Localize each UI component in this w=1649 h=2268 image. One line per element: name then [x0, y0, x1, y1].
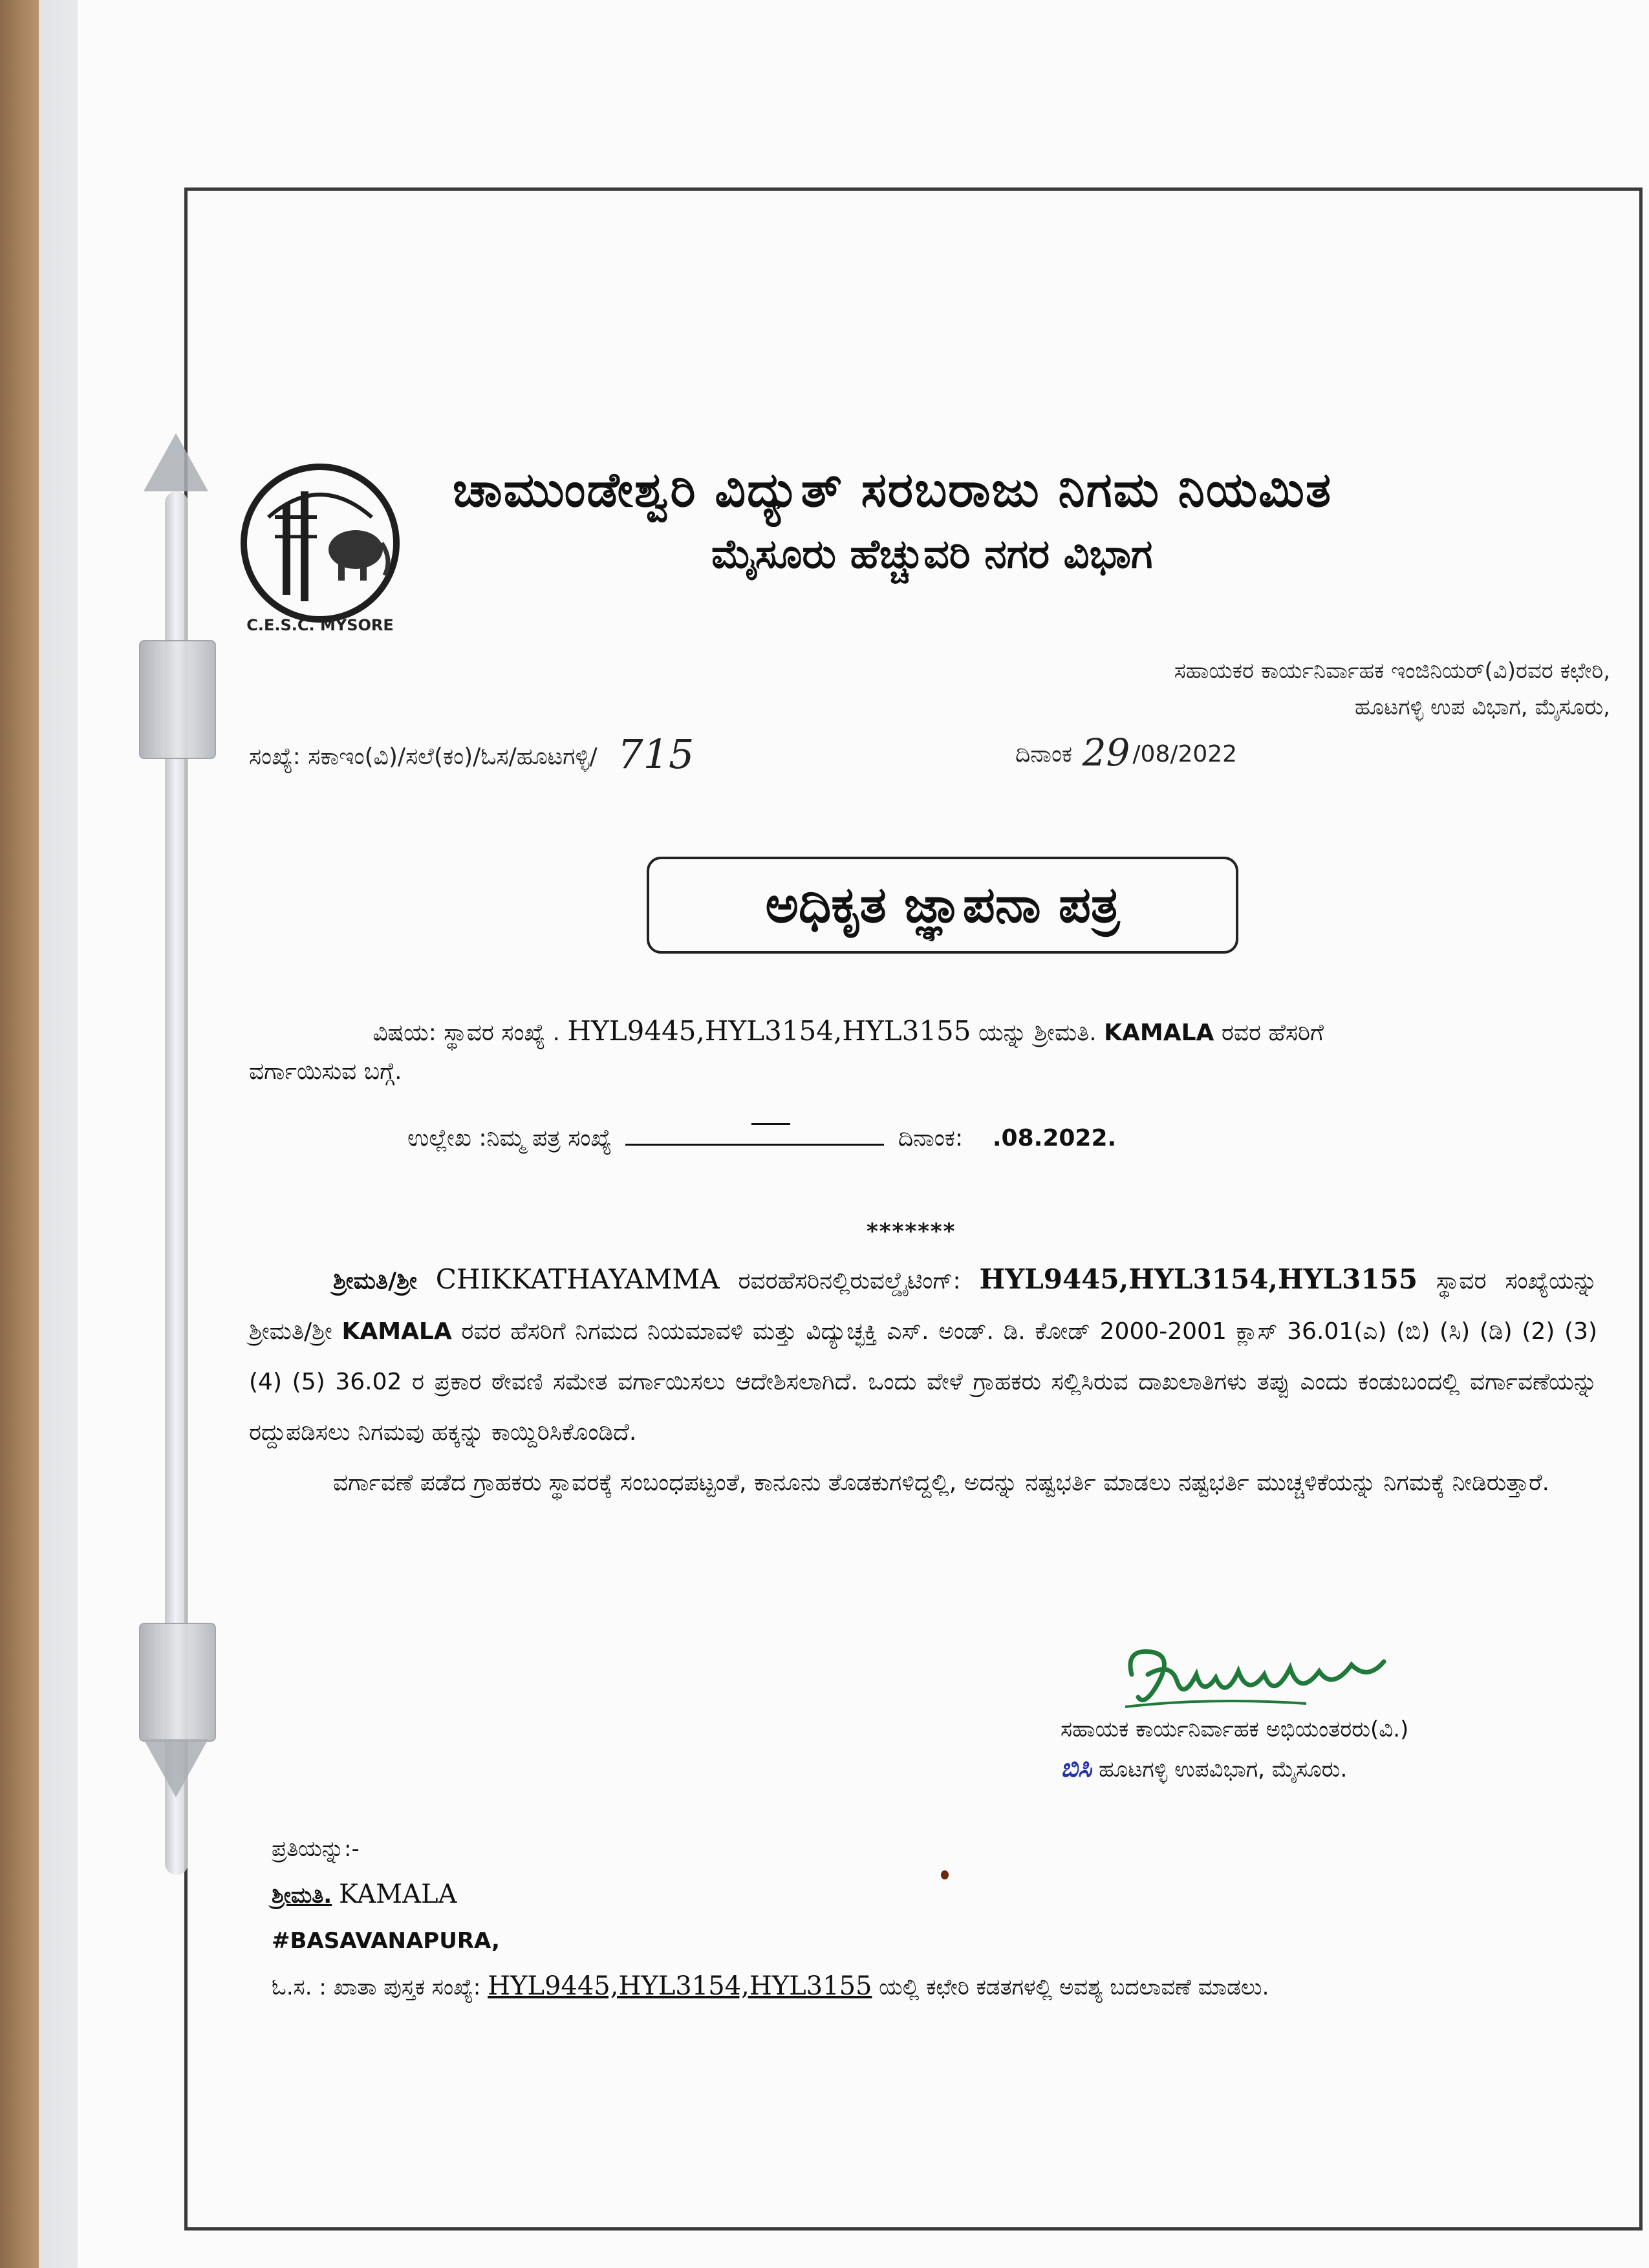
- body-old-name: CHIKKATHAYAMMA: [435, 1263, 720, 1295]
- reference-label: ಉಲ್ಲೇಖ :ನಿಮ್ಮ ಪತ್ರ ಸಂಖ್ಯೆ: [407, 1125, 612, 1151]
- body-paragraph-2: [249, 1458, 1597, 1508]
- subject-text-1: ಸ್ಥಾವರ ಸಂಖ್ಯೆ .: [444, 1020, 560, 1046]
- subject-new-name: KAMALA: [1104, 1020, 1214, 1046]
- body-paragraph-1: [249, 1254, 1597, 1458]
- copy-label: ಪ್ರತಿಯನ್ನು:-: [272, 1836, 360, 1862]
- office-address: [951, 653, 1610, 725]
- reference-number: [249, 731, 694, 778]
- ref-handwritten-number: 715: [618, 731, 695, 778]
- office-line-2: ಹೂಟಗಳ್ಳಿ ಉಪ ವಿಭಾಗ, ಮೈಸೂರು,: [1354, 694, 1610, 720]
- reference-date-label: ದಿನಾಂಕ:: [898, 1125, 964, 1151]
- binder-top-tip: [144, 433, 208, 491]
- body-salutation: ಶ್ರೀಮತಿ/ಶ್ರೀ: [333, 1268, 417, 1294]
- subject-installations: HYL9445,HYL3154,HYL3155: [567, 1015, 971, 1047]
- subject-text-3: ರವರ ಹೆಸರಿಗೆ: [1221, 1020, 1324, 1046]
- signatory-title: ಸಹಾಯಕ ಕಾರ್ಯನಿರ್ವಾಹಕ ಅಭಿಯಂತರರು(ವಿ.): [1061, 1717, 1409, 1742]
- body-text-d: ರವರ ಹೆಸರಿಗೆ ನಿಗಮದ ನಿಯಮಾವಳಿ ಮತ್ತು ವಿದ್ಯುಚ್ಛಕ್ತಿ ಎಸ್. ಅಂಡ್. ಡಿ. ಕೋಡ್ 2000-2001 ಕ್ಲಾಸ್ 36.01(ಎ) (ಬಿ) (ಸಿ) (ಡಿ) (2) (3) (4) (5) 36.02 ರ ಪ್ರಕಾರ ಠೇವಣಿ ಸಮೇತ ವರ್ಗಾಯಿಸಲು ಆದೇಶಿಸಲಾಗಿದೆ. ಒಂದು ವೇಳೆ ಗ್ರಾಹಕರು ಸಲ್ಲಿಸಿರುವ ದಾಖಲಾತಿಗಳು ತಪ್ಪು ಎಂದು ಕಂಡುಬಂದಲ್ಲಿ ವರ್ಗಾವಣೆಯನ್ನು ರದ್ದುಪಡಿಸಲು ನಿಗಮವು ಹಕ್ಕನ್ನು ಕಾಯ್ದಿರಿಸಿಕೊಂಡಿದೆ.: [249, 1318, 1597, 1446]
- body-text-b: ರವರಹೆಸರಿನಲ್ಲಿರುವಲ್ಡೈಟಿಂಗ್:: [738, 1268, 961, 1294]
- body-new-name: KAMALA: [341, 1318, 452, 1345]
- signatory-block: [1061, 1710, 1610, 1789]
- reference-line: [407, 1125, 1116, 1152]
- body-text-p2: ವರ್ಗಾವಣೆ ಪಡೆದ ಗ್ರಾಹಕರು ಸ್ಥಾವರಕ್ಕೆ ಸಂಬಂಧಪಟ್ಟಂತೆ, ಕಾನೂನು ತೊಡಕುಗಳಿದ್ದಲ್ಲಿ, ಅದನ್ನು ನಷ್ಟಭರ್ತಿ ಮಾಡಲು ನಷ್ಟಭರ್ತಿ ಮುಚ್ಚಳಿಕೆಯನ್ನು ನಿಗಮಕ್ಕೆ ನೀಡಿರುತ್ತಾರೆ.: [333, 1470, 1549, 1496]
- copy-salutation: ಶ್ರೀಮತಿ.: [272, 1883, 332, 1909]
- copy-installations: HYL9445,HYL3154,HYL3155: [488, 1971, 872, 2001]
- date-rest: /08/2022: [1132, 741, 1238, 767]
- signatory-office: ಹೂಟಗಳ್ಳಿ ಉಪವಿಭಾಗ, ಮೈಸೂರು.: [1098, 1757, 1348, 1782]
- ref-label: ಸಂಖ್ಯೆ: ಸಕಾಇಂ(ವಿ)/ಸಲೆ(ಕಂ)/ಓಸ/ಹೂಟಗಳ್ಳಿ/: [249, 744, 598, 770]
- scanner-background: [0, 0, 39, 2268]
- logo-caption: C.E.S.C. MYSORE: [246, 616, 394, 634]
- subject-text-2: ಯನ್ನು ಶ್ರೀಮತಿ.: [978, 1020, 1097, 1046]
- reference-blank: [625, 1144, 884, 1146]
- memo-body: [249, 1254, 1597, 1508]
- separator: *******: [867, 1219, 956, 1245]
- subject-block: [249, 1012, 1594, 1091]
- signatory-initials: ಬಿಸಿ: [1061, 1753, 1092, 1783]
- copy-to-block: [272, 1826, 1630, 2010]
- copy-line-suffix: ಯಲ್ಲಿ ಕಛೇರಿ ಕಡತಗಳಲ್ಲಿ ಅವಶ್ಯ ಬದಲಾವಣೆ ಮಾಡಲು.: [879, 1974, 1269, 2000]
- memo-heading: ಅಧಿಕೃತ ಜ್ಞಾಪನಾ ಪತ್ರ: [647, 857, 1238, 954]
- letter-date: [1015, 731, 1237, 775]
- binder-bottom-tip: [144, 1739, 208, 1797]
- copy-line-prefix: ಓ.ಸ. : ಖಾತಾ ಪುಸ್ತಕ ಸಂಖ್ಯೆ:: [272, 1974, 481, 2000]
- body-installations: HYL9445,HYL3154,HYL3155: [979, 1263, 1418, 1295]
- binder-clip-top: [139, 640, 216, 759]
- date-handwritten-day: 29: [1082, 731, 1130, 775]
- binder-clip-bottom: [139, 1623, 216, 1742]
- body-text-c: ಸ್ಥಾವರ ಸಂಖ್ಯೆಯನ್ನು ಶ್ರೀಮತಿ/ಶ್ರೀ: [249, 1268, 1598, 1345]
- date-label: ದಿನಾಂಕ: [1015, 741, 1073, 767]
- copy-name: KAMALA: [339, 1879, 457, 1909]
- reference-date-value: .08.2022.: [992, 1125, 1117, 1151]
- office-line-1: ಸಹಾಯಕರ ಕಾರ್ಯನಿರ್ವಾಹಕ ಇಂಜಿನಿಯರ್(ವಿ)ರವರ ಕಛೇರಿ,: [1174, 658, 1610, 684]
- cesc-logo: [223, 446, 417, 640]
- subject-label: ವಿಷಯ:: [372, 1020, 436, 1046]
- organization-name: ಚಾಮುಂಡೇಶ್ವರಿ ವಿದ್ಯುತ್ ಸರಬರಾಜು ನಿಗಮ ನಿಯಮಿತ: [453, 462, 1333, 518]
- binder-strip: [129, 491, 220, 1875]
- copy-address: #BASAVANAPURA,: [272, 1928, 500, 1954]
- subject-text-4: ವರ್ಗಾಯಿಸುವ ಬಗ್ಗೆ.: [249, 1058, 402, 1085]
- division-name: ಮೈಸೂರು ಹೆಚ್ಚುವರಿ ನಗರ ವಿಭಾಗ: [711, 530, 1153, 577]
